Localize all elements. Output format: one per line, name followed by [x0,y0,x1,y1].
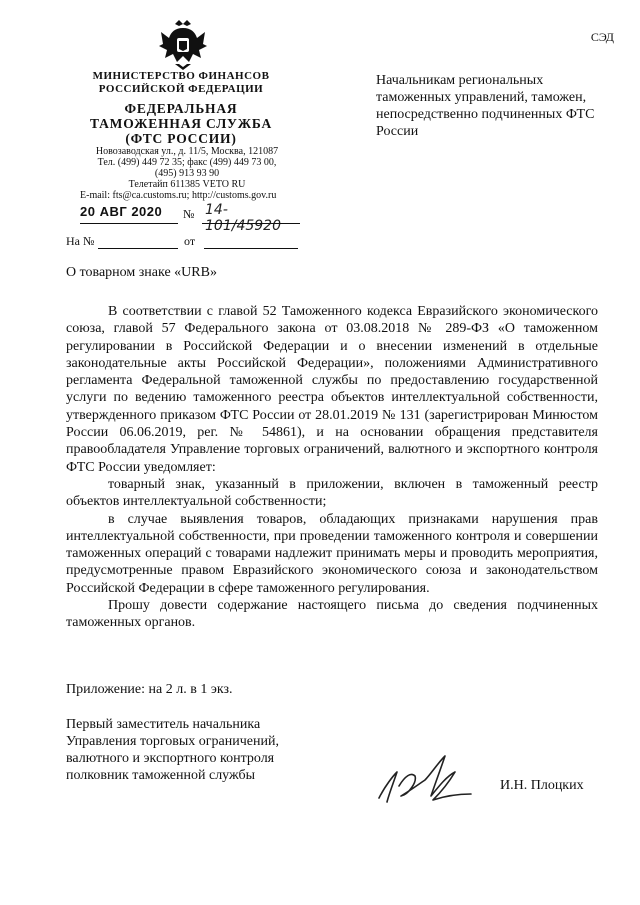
body-paragraph: Прошу довести содержание настоящего письма до сведения подчиненных таможенных органов. [66,598,598,631]
reference-label: На № [66,234,95,248]
signer-name: И.Н. Плоцких [500,778,584,793]
reference-line [66,232,306,250]
outgoing-number: 14-101/45920 [205,202,281,234]
attachment-note: Приложение: на 2 л. в 1 экз. [66,682,233,697]
ministry-name: МИНИСТЕРСТВО ФИНАНСОВ РОССИЙСКОЙ ФЕДЕРАЦИИ [92,70,270,95]
letter-body [66,303,598,632]
document-mark: СЭД [590,30,614,44]
body-paragraph: В соответствии с главой 52 Таможенного кодекса Евразийского экономического союза, главой 57 Федерального закона от 03.08.2018 № 289-ФЗ «О таможенном регулировании в Российской Федерации и о внесении изменений в отдельные законодательные акты Российской Федерации», положениями Административного регламента Федеральной таможенной службы по предоставлению государственной услуги по ведению таможенного реестра объектов интеллектуальной собственности, утвержденного приказом ФТС России от 28.01.2019 № 131 (зарегистрирован Минюстом России 06.06.2019, рег. № 54861), и на основании обращения представителя правообладателя Управление торговых ограничений, валютного и экспортного контроля ФТС России уведомляет: [66,304,598,475]
body-paragraph: в случае выявления товаров, обладающих признаками нарушения прав интеллектуальной собственности, при проведении таможенного контроля и совершении таможенных операций с товарами надлежит принимать меры и проводить мероприятия, предусмотренные правом Евразийского экономического союза и законодательством Российской Федерации в сфере таможенного регулирования. [66,511,598,596]
number-label: № [183,207,195,221]
sender-email: E-mail: fts@ca.customs.ru; http://customs.gov.ru [80,190,277,201]
recipient-block: Начальникам региональных таможенных управлений, таможен, непосредственно подчиненных ФТС России [376,73,595,139]
handwritten-signature [375,746,475,816]
date-stamp: 20 АВГ 2020 [80,204,163,219]
from-label: от [184,234,196,248]
letter-subject: О товарном знаке «URB» [66,265,217,280]
agency-name: ФЕДЕРАЛЬНАЯ ТАМОЖЕННАЯ СЛУЖБА (ФТС РОССИИ) [89,101,273,146]
signer-position: Первый заместитель начальника Управления торговых ограничений, валютного и экспортного контроля полковник таможенной службы [66,717,279,783]
sender-contacts: Новозаводская ул., д. 11/5, Москва, 121087 Тел. (499) 449 72 35; факс (499) 449 73 00, (495) 913 93 90 Телетайп 611385 VETO RU E-mail: fts@ca.customs.ru; http://customs.gov.ru [80,146,294,201]
state-emblem-icon [157,18,209,74]
outgoing-date-line [80,202,300,234]
body-paragraph: товарный знак, указанный в приложении, включен в таможенный реестр объектов интеллектуальной собственности; [66,476,598,510]
